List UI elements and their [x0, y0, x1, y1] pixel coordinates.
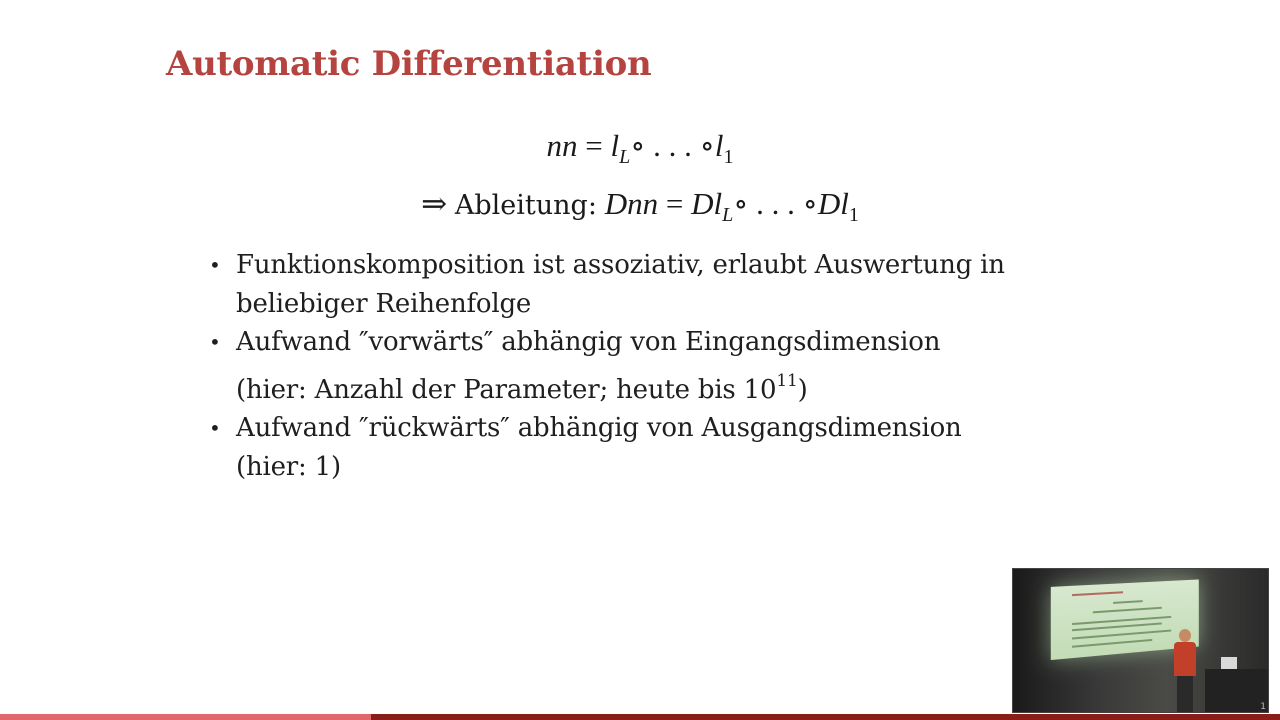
laptop-icon [1221, 657, 1237, 669]
speaker-figure [1171, 629, 1199, 712]
bullet-item [206, 323, 1166, 409]
equation-composition [0, 128, 1280, 169]
eq2-sub-1: 1 [848, 204, 859, 226]
slide-title: Automatic Differentiation [166, 44, 652, 84]
bullet-item [206, 409, 1166, 486]
bullet-1-line-2: beliebiger Reihenfolge [236, 288, 532, 319]
bullet-2-close-paren: ) [797, 374, 808, 405]
eq1-sub-L: L [619, 146, 631, 168]
bullet-icon: • [209, 330, 221, 354]
bullet-2-line-1: Aufwand ″vorwärts″ abhängig von Eingangsdimension [236, 327, 941, 357]
eq1-sub-1: 1 [723, 146, 734, 168]
eq1-equals: = [585, 128, 603, 163]
eq2-label: Ableitung: [454, 190, 597, 221]
bullet-item [206, 246, 1166, 323]
eq1-lhs: nn [546, 128, 578, 163]
bullet-3-line-2: (hier: 1) [236, 451, 341, 482]
eq2-dl2: Dl [817, 186, 849, 221]
eq1-compose: ∘ . . . ∘ [630, 128, 715, 163]
slide-progress-fill [0, 714, 371, 720]
slide-progress-bar [0, 714, 1280, 720]
eq2-equals: = [665, 186, 684, 221]
lectern [1205, 669, 1268, 712]
eq2-lhs: Dnn [604, 186, 659, 221]
equation-derivative [0, 186, 1280, 227]
bullet-list [206, 246, 1166, 486]
eq1-l2: l [714, 128, 724, 163]
bullet-1-line-1: Funktionskomposition ist assoziativ, erlaubt Auswertung in [236, 250, 1005, 280]
bullet-2-line-2: (hier: Anzahl der Parameter; heute bis 10 [236, 374, 777, 405]
bullet-icon: • [209, 253, 221, 277]
eq2-dl: Dl [691, 186, 723, 221]
eq2-sub-L: L [722, 204, 734, 226]
speaker-video-overlay[interactable] [1012, 568, 1269, 713]
eq2-compose: ∘ . . . ∘ [733, 186, 818, 221]
bullet-3-line-1: Aufwand ″rückwärts″ abhängig von Ausgangsdimension [236, 413, 962, 443]
bullet-icon: • [209, 416, 221, 440]
bullet-2-exponent: 11 [776, 370, 798, 391]
implies-arrow: ⇒ [421, 186, 448, 221]
eq1-l: l [610, 128, 620, 163]
video-page-number: 1 [1260, 702, 1266, 712]
